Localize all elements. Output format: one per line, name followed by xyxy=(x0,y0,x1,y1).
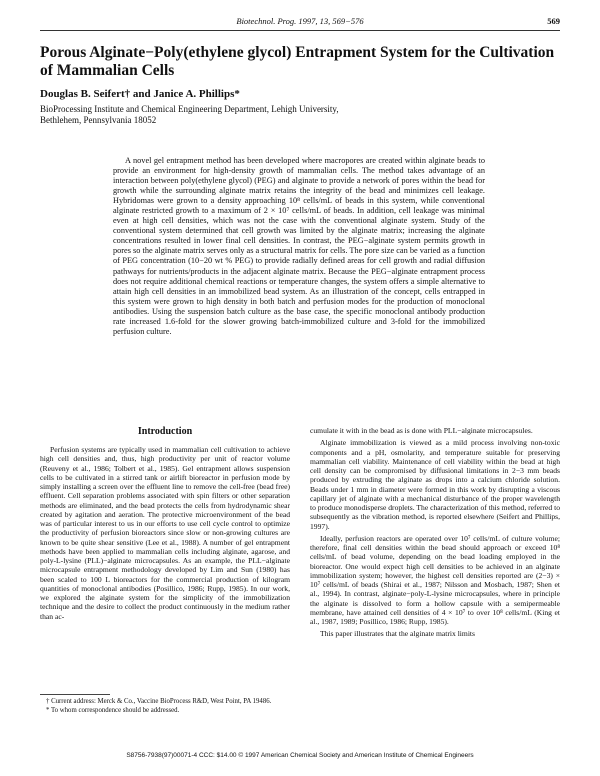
footnote-rule xyxy=(40,694,110,695)
body-paragraph: This paper illustrates that the alginate matrix limits xyxy=(320,629,476,639)
running-head xyxy=(40,16,560,28)
article-authors: Douglas B. Seifert† and Janice A. Phillips* xyxy=(40,88,240,100)
body-paragraph: Alginate immobilization is viewed as a mild process involving non-toxic components and a pH, osmolarity, and temperature suitable for preserving mammalian cell viability. Maintenance of cell viability within the bead at high cell density can be compromised by diffusional limitations in 2−3 mm beads produced by extruding the alginate as drops into a calcium chloride solution. Beads under 1 mm in diameter were formed in this work by disrupting a viscous capillary jet of alginate with a mechanical disturbance of the proper wavelength to produce monodisperse droplets. The characterization of this method, referred to subsequently as the vibration method, is reported elsewhere (Seifert and Phillips, 1997). xyxy=(310,438,560,531)
footnote: † Current address: Merck & Co., Vaccine BioProcess R&D, West Point, PA 19486. xyxy=(46,698,272,705)
affiliation-line: BioProcessing Institute and Chemical Engineering Department, Lehigh University, xyxy=(40,104,339,114)
article-title: Porous Alginate−Poly(ethylene glycol) Entrapment System for the Cultivation of Mammalian Cells xyxy=(40,44,555,79)
footnotes xyxy=(40,698,290,715)
body-paragraph: Ideally, perfusion reactors are operated over 10⁷ cells/mL of culture volume; therefore, final cell densities within the bead should approach or exceed 10⁸ cells/mL of bead volume, depending on the bead loading employed in the bioreactor. One would expect high cell densities to be achieved in an alginate immobilization system; however, the highest cell densities reported are (2−3) × 10⁷ cells/mL of beads (Shirai et al., 1987; Nilsson and Mosbach, 1987; Shen et al., 1994). In contrast, alginate−poly-L-lysine microcapsules, where in principle the alginate is dissolved to form a hollow capsule with a semipermeable membrane, have attained cell densities of 4 × 10⁷ to over 10⁸ cells/mL (King et al., 1987, 1989; Posillico, 1986; Rupp, 1985). xyxy=(310,533,560,626)
footnote: * To whom correspondence should be addressed. xyxy=(46,706,180,714)
section-heading: Introduction xyxy=(137,426,193,437)
affiliation-line: Bethlehem, Pennsylvania 18052 xyxy=(40,115,157,125)
page-number: 569 xyxy=(547,16,560,26)
left-column xyxy=(40,426,290,624)
body-paragraph: Perfusion systems are typically used in mammalian cell cultivation to achieve high cell densities and, thus, high productivity per unit of reactor volume (Reuveny et al., 1986; Tolbert et al., 1985). Gel entrapment allows suspension cells to be cultivated in a stirred tank or airlift bioreactor in perfusion mode by simply installing a screen over the effluent line to remove the cell-free (bead free) effluent. Cell separation problems associated with spin filters or other separation methods are eliminated, and the bead protects the cells from hydrodynamic shear created by agitation and aeration. The protective microenvironment of the bead was of particular interest to us in our efforts to use cell cycle control to optimize the productivity of perfusion bioreactors since slow or non-growing cultures are known to be quite shear sensitive (Lee et al., 1988). A number of gel entrapment methods have been applied to mammalian cells including alginate, agarose, and poly-L-lysine (PLL)−alginate microcapsules. As an example, the PLL−alginate microcapsule entrapment methodology developed by Lim and Sun (1980) has been scaled to 100 L bioreactors for the commercial production of kilogram quantities of monoclonal antibodies (Posillico, 1986; Rupp, 1985). In our work, we explored the alginate system for the simplicity of the immobilization technique and the desire to collect the product continuously in the medium rather than ac- xyxy=(40,445,290,621)
header-rule xyxy=(40,30,560,31)
copyright-line: S8756-7938(97)00071-4 CCC: $14.00 © 1997 American Chemical Society and American Institute of Chemical Engineers xyxy=(126,752,474,759)
author-affiliation xyxy=(40,104,560,126)
abstract: A novel gel entrapment method has been developed where macropores are created within alginate beads to provide an environment for high-density growth of mammalian cells. The method takes advantage of an interaction between poly(ethylene glycol) (PEG) and alginate to provide a network of pores within the bead for growth while the surrounding alginate matrix retains the integrity of the bead and minimizes cell leakage. Hybridomas were grown to a density approaching 10⁸ cells/mL of beads in this system, while conventional alginate restricted growth to a maximum of 2 × 10⁷ cells/mL of beads. In addition, cell leakage was minimal even at high cell densities, which was not the case with the conventional alginate system. Study of the conventional system determined that cell growth was limited by the alginate matrix; increasing the alginate concentrations resulted in lower final cell densities. In contrast, the PEG−alginate system permits growth in pores so the alginate matrix serves only as a structural matrix for cells. The pore size can be varied as a function of PEG concentration (10−20 wt % PEG) to provide radially defined areas for cell growth and radial diffusion pathways for nutrients/products in the adjacent alginate matrix. Because the PEG−alginate entrapment process does not require additional chemical reactions or temperature changes, the system offers a simple alternative to attain high cell densities in an immobilized bead system. As an illustration of the concept, cells entrapped in this system were grown to high density in both batch and perfusion modes for the production of monoclonal antibodies. Using the suspension batch culture as the base case, the specific monoclonal antibody production rate increased 1.6-fold for the slower growing batch-immobilized culture and 3-fold for the immobilized perfusion culture. xyxy=(113,156,485,336)
body-paragraph: cumulate it with in the bead as is done with PLL−alginate microcapsules. xyxy=(310,426,533,435)
journal-citation: Biotechnol. Prog. 1997, 13, 569−576 xyxy=(236,16,364,26)
right-column xyxy=(310,426,560,642)
